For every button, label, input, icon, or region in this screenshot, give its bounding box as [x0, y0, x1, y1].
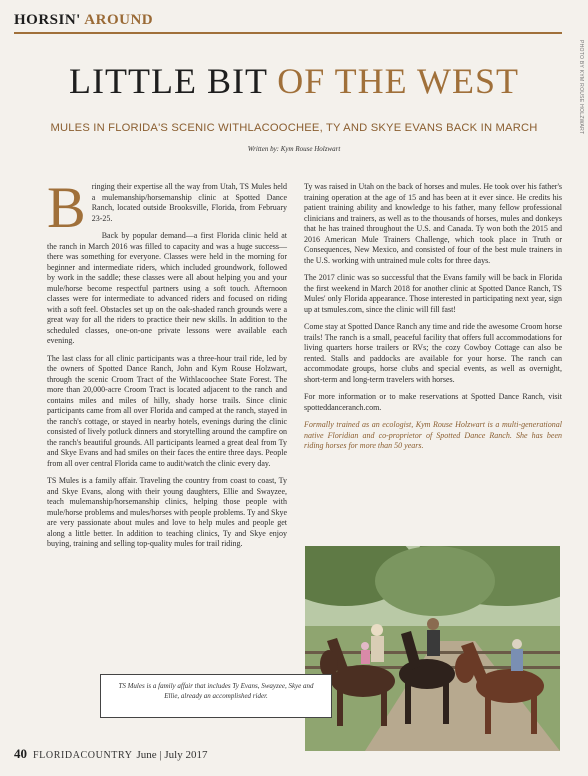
section-header-part1: HORSIN': [14, 12, 81, 28]
byline: Written by: Kym Rouse Holzwart: [247, 145, 341, 153]
paragraph: For more information or to make reservations at Spotted Dance Ranch, visit spotteddanceranch.com.: [304, 392, 562, 412]
paragraph: TS Mules is a family affair. Traveling the country from coast to coast, Ty and Skye Evans, along with their young daughters, Ellie and Swayzee, teach mulemanship/horsemanship clinics, helping those people with mule/horse problems and mules/horses with people problems. Ty and Skye are very passionate about mules and love to help mules and people get along a little better. In addition to teaching clinics, Ty and Skye enjoy buying, training and selling top-quality mules for trail riding.: [47, 476, 287, 548]
magazine-name: FLORIDACOUNTRY: [33, 750, 133, 761]
photo-caption: TS Mules is a family affair that includes Ty Evans, Swayzee, Skye and Ellie, already an accomplished rider.: [100, 674, 332, 718]
column-right: [304, 182, 562, 459]
paragraph: Ty was raised in Utah on the back of horses and mules. He took over his father's training operation at the age of 15 and has been at it ever since. He credits his patient training ability and knowledge to his father, many fellow professional clinicians and trainers, as well as to the thousands of horses, mules and donkeys that he has trained throughout the U.S. and Canada. Ty won both the 2015 and 2016 American Mule Trainers Challenge, which took place in Truth or Consequences, New Mexico, and consisted of four of the best mule trainers in the U.S. working with untrained mule colts for three days.: [304, 182, 562, 265]
article-title: [0, 60, 588, 102]
paragraph-intro-text: ringing their expertise all the way from Utah, TS Mules held a mulemanship/horsemanship clinic at Spotted Dance Ranch, located outside Brooksville, Florida, from February 23-25.: [91, 182, 287, 223]
title-part1: LITTLE BIT: [69, 61, 268, 101]
paragraph: Back by popular demand—a first Florida clinic held at the ranch in March 2016 was filled to capacity and was a huge success—there was something for everyone. Classes were held in the morning for beginner and intermediate riders, which included groundwork, followed by work in the saddle; these classes were all about helping you and your mule/horse become respectful partners using a soft touch. Afternoon classes were for intermediate to advanced riders and focused on riding with a soft feel. Obstacles set up on the oak-shaded ranch grounds were a great way for all the riders to practice their new skills. In addition to the scheduled classes, one-on-one private lessons were available each evening.: [47, 231, 287, 345]
page-footer: [14, 746, 207, 762]
column-left: [47, 175, 287, 557]
paragraph-intro: [47, 175, 287, 240]
photo-illustration: [305, 546, 560, 751]
author-bio: Formally trained as an ecologist, Kym Rouse Holzwart is a multi-generational native Floridian and co-proprietor of Spotted Dance Ranch. She has been riding horses for more than 50 years.: [304, 420, 562, 450]
section-header: [14, 12, 153, 29]
paragraph: Come stay at Spotted Dance Ranch any time and ride the awesome Croom horse trails! The ranch is a small, peaceful facility that offers full accommodations for living quarters horse trailers or RVs; the cozy Cowboy Cottage can also be rented. Stalls and paddocks are available for your horse. The ranch can accommodate groups, horse clubs and special events, as well as overnight, short-term and long-term travelers with horses.: [304, 322, 562, 384]
page-number: 40: [14, 746, 27, 761]
paragraph: The last class for all clinic participants was a three-hour trail ride, led by the owners of Spotted Dance Ranch, John and Kym Rouse Holzwart, through the scenic Croom Tract of the Withlacoochee State Forest. The more than 20,000-acre Croom Tract is located adjacent to the ranch and contains miles and miles of hilly, shady horse trails. Since clinic participants came from all over Florida and camped at the ranch, stayed in the ranch's cottage, or stayed in nearby hotels, evenings during the clinic consisted of lively potluck dinners and storytelling around the campfire on the ranch's beautiful grounds. All participants learned a great deal from Ty and Skye Evans and had smiles on their faces the entire three days. People from all over central Florida came to audit/watch the clinic every day.: [47, 353, 287, 468]
header-rule: [14, 32, 562, 34]
issue-date: June | July 2017: [136, 749, 208, 761]
article-subtitle: MULES IN FLORIDA'S SCENIC WITHLACOOCHEE, TY AND SKYE EVANS BACK IN MARCH: [50, 122, 538, 134]
drop-cap: B: [47, 175, 86, 240]
paragraph: The 2017 clinic was so successful that the Evans family will be back in Florida the first weekend in March 2018 for another clinic at Spotted Dance Ranch, TS Mules' only Florida appearance. Those interested in participating next year, sign up at tsmules.com, since the clinic will fill fast!: [304, 273, 562, 314]
section-header-part2: AROUND: [84, 12, 154, 28]
family-mules-photo: [305, 546, 560, 751]
title-part2: OF THE WEST: [277, 61, 519, 101]
photo-credit: PHOTO BY KYM ROUSE HOLZWART: [578, 40, 584, 135]
